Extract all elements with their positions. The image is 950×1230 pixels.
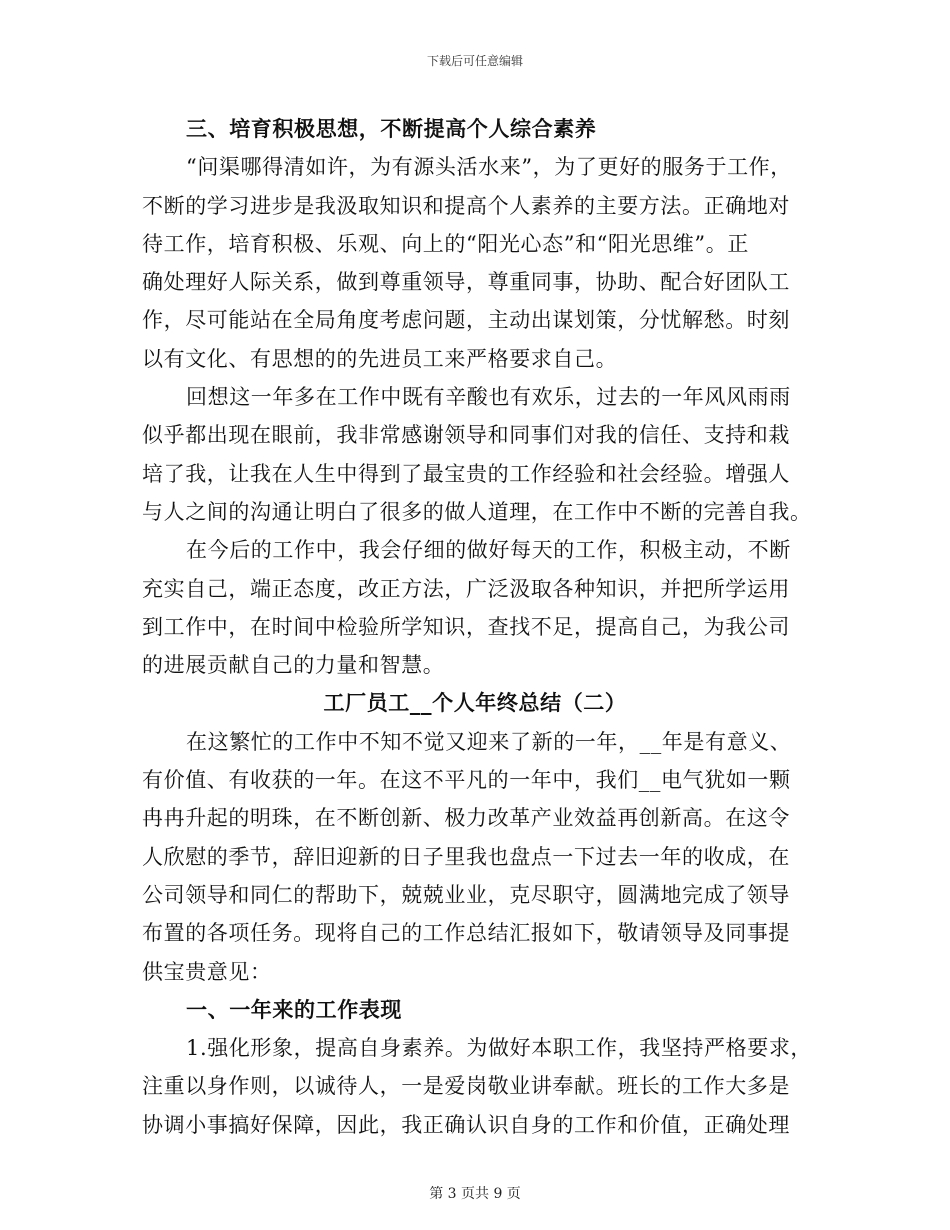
text-line: 回想这一年多在工作中既有辛酸也有欢乐，过去的一年风风雨雨: [186, 385, 791, 410]
section-heading: 工厂员工__个人年终总结（二）: [323, 690, 627, 716]
text-line: “问渠哪得清如许，为有源头活水来”，为了更好的服务于工作，: [186, 155, 792, 180]
text-line: 在这繁忙的工作中不知不觉又迎来了新的一年，__年是有意义、: [186, 729, 792, 754]
text-line: 供宝贵意见：: [142, 959, 272, 984]
text-line: 冉冉升起的明珠，在不断创新、极力改革产业效益再创新高。在这令: [142, 806, 790, 831]
text-line: 协调小事搞好保障，因此，我正确认识自身的工作和价值，正确处理: [142, 1112, 790, 1137]
text-line: 公司领导和同仁的帮助下，兢兢业业，克尽职守，圆满地完成了领导: [142, 882, 790, 907]
page-header: 下载后可任意编辑: [426, 54, 523, 68]
text-line: 培了我，让我在人生中得到了最宝贵的工作经验和社会经验。增强人: [142, 461, 790, 486]
section-heading: 三、培育积极思想，不断提高个人综合素养: [186, 116, 597, 141]
text-line: 以有文化、有思想的的先进员工来严格要求自己。: [142, 346, 618, 371]
text-line: 有价值、有收获的一年。在这不平凡的一年中，我们__电气犹如一颗: [142, 768, 791, 793]
text-line: 充实自己，端正态度，改正方法，广泛汲取各种知识，并把所学运用: [142, 576, 790, 601]
section-heading: 一、一年来的工作表现: [186, 996, 402, 1022]
text-line: 作，尽可能站在全局角度考虑问题，主动出谋划策，分忧解愁。时刻: [142, 308, 790, 333]
text-line: 注重以身作则，以诚待人，一是爱岗敬业讲奉献。班长的工作大多是: [142, 1074, 790, 1099]
text-line: 到工作中，在时间中检验所学知识，查找不足，提高自己，为我公司: [142, 614, 790, 639]
text-line: 似乎都出现在眼前，我非常感谢领导和同事们对我的信任、支持和栽: [142, 423, 790, 448]
text-line: 不断的学习进步是我汲取知识和提高个人素养的主要方法。正确地对: [142, 193, 790, 218]
text-line: 人欣慰的季节，辞旧迎新的日子里我也盘点一下过去一年的收成，在: [142, 844, 790, 869]
text-line: 在今后的工作中，我会仔细的做好每天的工作，积极主动，不断: [186, 538, 791, 563]
document-body: [142, 110, 813, 1144]
text-line: 确处理好人际关系，做到尊重领导，尊重同事，协助、配合好团队工: [142, 270, 790, 295]
text-line: 布置的各项任务。现将自己的工作总结汇报如下，敬请领导及同事提: [142, 921, 790, 946]
text-line: 1.强化形象，提高自身素养。为做好本职工作，我坚持严格要求，: [186, 1036, 813, 1061]
text-line: 与人之间的沟通让明白了很多的做人道理，在工作中不断的完善自我。: [142, 499, 812, 524]
text-line: 的进展贡献自己的力量和智慧。: [142, 653, 445, 678]
text-line: 待工作，培育积极、乐观、向上的“阳光心态”和“阳光思维”。正: [142, 231, 749, 256]
page-footer: 第 3 页共 9 页: [429, 1186, 521, 1202]
